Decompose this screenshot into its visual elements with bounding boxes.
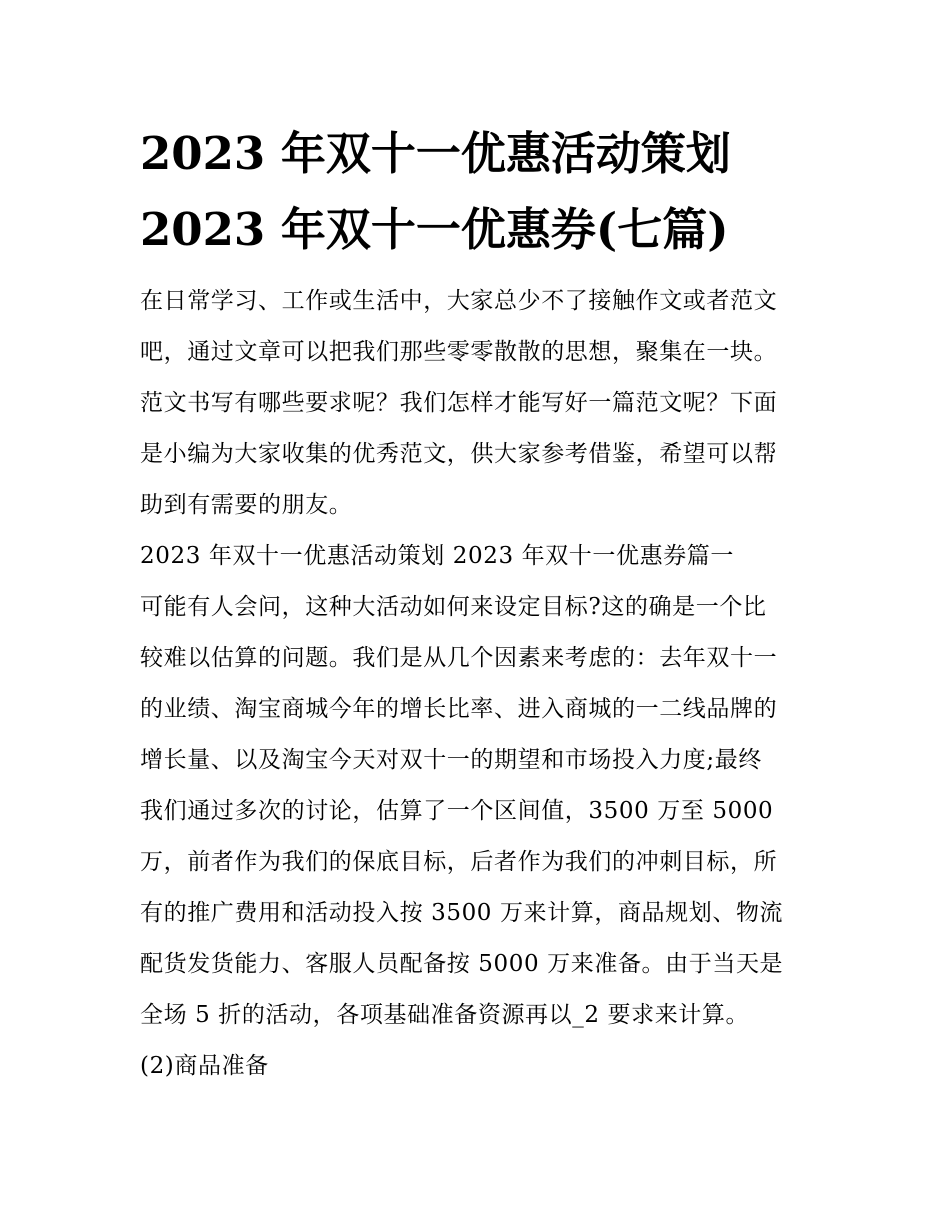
paragraph-line-9: 全场 5 折的活动，各项基础准备资源再以_2 要求来计算。: [140, 1002, 750, 1028]
intro-line-4: 是小编为大家收集的优秀范文，供大家参考借鉴，希望可以帮: [140, 441, 778, 467]
paragraph-line-6: 万，前者作为我们的保底目标，后者作为我们的冲刺目标，所: [140, 849, 778, 875]
paragraph-line-8: 配货发货能力、客服人员配备按 5000 万来准备。由于当天是: [140, 951, 784, 977]
paragraph-line-5: 我们通过多次的讨论，估算了一个区间值，3500 万至 5000: [140, 798, 774, 824]
paragraph-line-4: 增长量、以及淘宝今天对双十一的期望和市场投入力度;最终: [140, 747, 762, 773]
paragraph-line-7: 有的推广费用和活动投入按 3500 万来计算，商品规划、物流: [140, 900, 784, 926]
title-line-1: 2023 年双十一优惠活动策划: [140, 127, 731, 180]
document-title: [140, 116, 820, 268]
intro-line-3: 范文书写有哪些要求呢？我们怎样才能写好一篇范文呢？下面: [140, 390, 778, 416]
intro-line-2: 吧，通过文章可以把我们那些零零散散的思想，聚集在一块。: [140, 339, 778, 365]
section-heading: 2023 年双十一优惠活动策划 2023 年双十一优惠券篇一: [140, 543, 734, 569]
subsection-heading: (2)商品准备: [140, 1053, 269, 1079]
title-line-2: 2023 年双十一优惠券(七篇): [140, 203, 729, 256]
document-body: [140, 276, 820, 1092]
paragraph-line-3: 的业绩、淘宝商城今年的增长比率、进入商城的一二线品牌的: [140, 696, 778, 722]
intro-line-1: 在日常学习、工作或生活中，大家总少不了接触作文或者范文: [140, 288, 778, 314]
intro-line-5: 助到有需要的朋友。: [140, 492, 353, 518]
paragraph-line-2: 较难以估算的问题。我们是从几个因素来考虑的：去年双十一: [140, 645, 778, 671]
paragraph-line-1: 可能有人会问，这种大活动如何来设定目标?这的确是一个比: [140, 594, 767, 620]
